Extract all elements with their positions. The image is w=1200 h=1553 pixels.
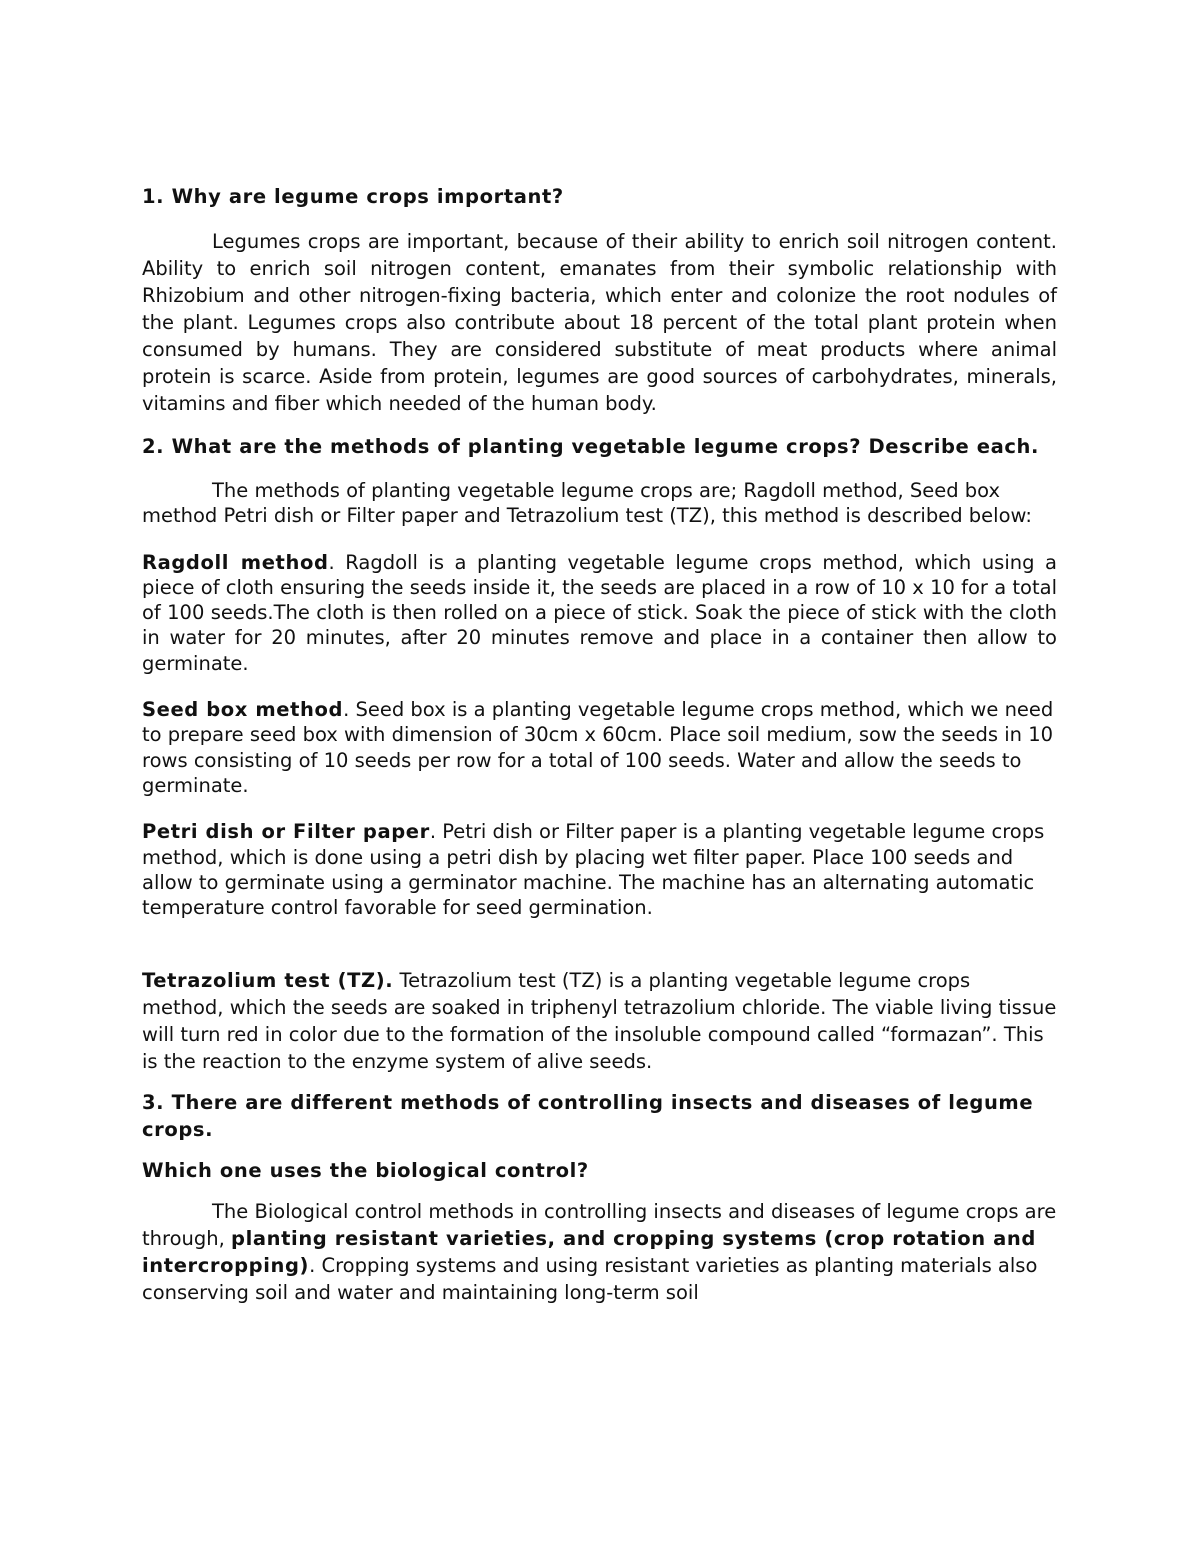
question-1-heading: 1. Why are legume crops important? xyxy=(142,185,564,208)
method-ragdoll-text: . Ragdoll is a planting vegetable legume crops method, which using a piece of cloth ensuring the seeds inside it, the seeds are placed in a row of 10 x 10 for a total of 100 seeds.The cloth is then rolled on a piece of stick. Soak the piece of stick with the cloth in water for 20 minutes, after 20 minutes remove and place in a container then allow to germinate. xyxy=(142,550,1057,675)
method-ragdoll xyxy=(142,550,1057,676)
question-3-answer-bold: planting resistant varieties, and cropping systems (crop rotation and intercropping) xyxy=(142,1227,1036,1278)
question-3-answer xyxy=(142,1198,1057,1306)
question-1-answer: Legumes crops are important, because of their ability to enrich soil nitrogen content. Ability to enrich soil nitrogen content, emanates from their symbolic relationship with Rhizobium and other nitrogen-fixing bacteria, which enter and colonize the root nodules of the plant. Legumes crops also contribute about 18 percent of the total plant protein when consumed by humans. They are considered substitute of meat products where animal protein is scarce. Aside from protein, legumes are good sources of carbohydrates, minerals, vitamins and fiber which needed of the human body. xyxy=(142,230,1057,415)
document-body xyxy=(142,183,1057,1306)
method-petri-dish xyxy=(142,819,1057,920)
method-seed-box-text: . Seed box is a planting vegetable legume crops method, which we need to prepare seed box with dimension of 30cm x 60cm. Place soil medium, sow the seeds in 10 rows consisting of 10 seeds per row for a total of 100 seeds. Water and allow the seeds to germinate. xyxy=(142,698,1054,797)
method-ragdoll-name: Ragdoll method xyxy=(142,550,329,574)
question-3-heading: 3. There are different methods of controlling insects and diseases of legume crops. xyxy=(142,1091,1034,1142)
method-tetrazolium-text: Tetrazolium test (TZ) is a planting vegetable legume crops method, which the seeds are soaked in triphenyl tetrazolium chloride. The viable living tissue will turn red in color due to the formation of the insoluble compound called “formazan”. This is the reaction to the enzyme system of alive seeds. xyxy=(142,969,1057,1074)
question-3-subheading: Which one uses the biological control? xyxy=(142,1159,589,1183)
question-3-answer-post: . Cropping systems and using resistant varieties as planting materials also conserving soil and water and maintaining long-term soil xyxy=(142,1254,1038,1305)
question-2-heading: 2. What are the methods of planting vegetable legume crops? Describe each. xyxy=(142,435,1039,458)
question-2-intro: The methods of planting vegetable legume crops are; Ragdoll method, Seed box method Petri dish or Filter paper and Tetrazolium test (TZ), this method is described below: xyxy=(142,479,1032,528)
method-seed-box-name: Seed box method xyxy=(142,698,344,722)
method-tetrazolium xyxy=(142,967,1057,1075)
method-seed-box xyxy=(142,697,1057,798)
method-tetrazolium-name: Tetrazolium test (TZ). xyxy=(142,969,394,993)
method-petri-dish-text: . Petri dish or Filter paper is a planting vegetable legume crops method, which is done using a petri dish by placing wet filter paper. Place 100 seeds and allow to germinate using a germinator machine. The machine has an alternating automatic temperature control favorable for seed germination. xyxy=(142,820,1045,920)
method-petri-dish-name: Petri dish or Filter paper xyxy=(142,820,430,844)
question-3-answer-pre: The Biological control methods in controlling insects and diseases of legume crops are through, xyxy=(142,1200,1057,1251)
